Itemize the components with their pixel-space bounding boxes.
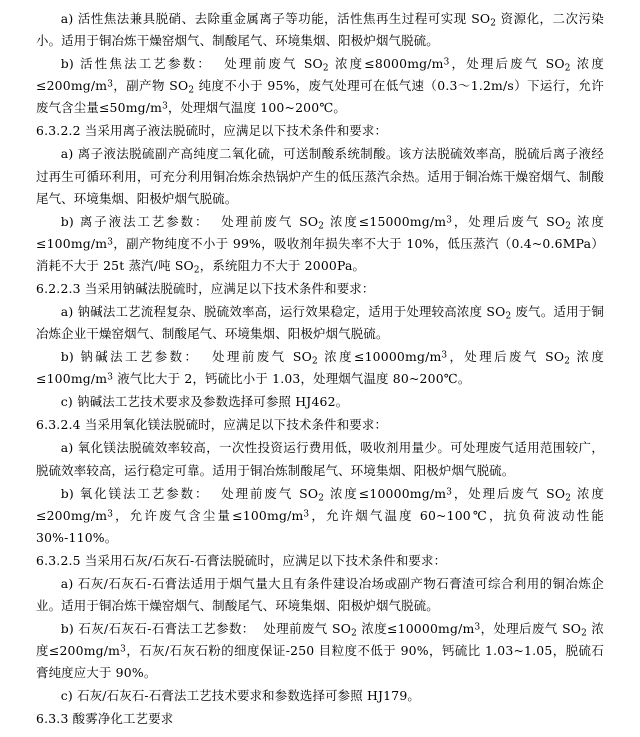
body-paragraph: a) 石灰/石灰石-石膏法适用于烟气量大且有条件建设冶场或副产物石膏渣可综合利用的铜冶炼企业。适用于铜冶炼干燥窑烟气、制酸尾气、环境集烟、阳极炉烟气脱硫。 <box>36 575 604 614</box>
body-paragraph: c) 石灰/石灰石-石膏法工艺技术要求和参数选择可参照 HJ179。 <box>60 688 421 704</box>
section-heading: 6.2.2.3 当采用钠碱法脱硫时，应满足以下技术条件和要求： <box>36 280 375 296</box>
section-heading: 6.3.2.5 当采用石灰/石灰石-石膏法脱硫时，应满足以下技术条件和要求： <box>36 552 447 568</box>
body-paragraph: a) 钠碱法工艺流程复杂、脱硫效率高，运行效果稳定，适用于处理较高浓度 $SO_2$ 废气。适用于铜冶炼企业干燥窑烟气、制酸尾气、环境集烟、阳极炉烟气脱硫。 <box>36 304 604 342</box>
document-body <box>36 8 609 731</box>
body-paragraph: a) 活性焦法兼具脱硝、去除重金属离子等功能，活性焦再生过程可实现 $SO_2$ 资源化，二次污染小。适用于铜冶炼干燥窑烟气、制酸尾气、环境集烟、阳极炉烟气脱硫。 <box>36 11 604 49</box>
body-paragraph: b) 钠碱法工艺参数： 处理前废气 $SO_2$ 浓度$\le 10000mg/m^3$，处理后废气 $SO_2$ 浓度$\le 100mg/m^3$ 液气比大于 2，钙硫比小于 1.03，处理烟气温度 80~200℃。 <box>36 349 604 387</box>
section-heading: 6.3.2.4 当采用氧化镁法脱硫时，应满足以下技术条件和要求： <box>36 417 388 433</box>
section-heading: 6.3.3 酸雾净化工艺要求 <box>36 711 174 727</box>
body-paragraph: b) 石灰/石灰石-石膏法工艺参数： 处理前废气 $SO_2$ 浓度$\le 10000mg/m^3$，处理后废气 $SO_2$ 浓度$\le 200mg/m^3$，石灰/石灰石粉的细度保证-250 目粒度不低于 90%，钙硫比 1.03~1.05，脱硫石膏纯度应大于 90%。 <box>36 621 604 681</box>
body-paragraph: c) 钠碱法工艺技术要求及参数选择可参照 HJ462。 <box>60 394 349 410</box>
body-paragraph: b) 活性焦法工艺参数： 处理前废气 $SO_2$ 浓度$\le 8000mg/m^3$，处理后废气 $SO_2$ 浓度$\le 200mg/m^3$，副产物 $SO_2$ 纯度不小于 95%，废气处理可在低气速（0.3～1.2m/s）下运行，允许废气含尘量$\le 50mg/m^3$，处理烟气温度 100~200℃。 <box>36 56 605 116</box>
body-paragraph: b) 离子液法工艺参数： 处理前废气 $SO_2$ 浓度$\le 15000mg/m^3$，处理后废气 $SO_2$ 浓度$\le 100mg/m^3$，副产物纯度不小于 99%，吸收剂年损失率不大于 10%，低压蒸汽（0.4~0.6MPa）消耗不大于 25t 蒸汽/吨 $SO_2$，系统阻力不大于 2000Pa。 <box>36 213 604 276</box>
section-heading: 6.3.2.2 当采用离子液法脱硫时，应满足以下技术条件和要求： <box>36 123 388 139</box>
body-paragraph: a) 氧化镁法脱硫效率较高，一次性投资运行费用低，吸收剂用量少。可处理废气适用范围较广，脱硫效率较高，运行稳定可靠。适用于铜冶炼制酸尾气、环境集烟、阳极炉烟气脱硫。 <box>36 440 604 478</box>
body-paragraph: b) 氧化镁法工艺参数： 处理前废气 $SO_2$ 浓度$\le 10000mg/m^3$，处理后废气 $SO_2$ 浓度$\le 200mg/m^3$，允许废气含尘量$\le 100mg/m^3$，允许烟气温度 60~100℃，抗负荷波动性能 30%-110%。 <box>36 485 609 545</box>
body-paragraph: a) 离子液法脱硫副产高纯度二氧化硫，可送制酸系统制酸。该方法脱硫效率高，脱硫后离子液经过再生可循环利用，可充分利用铜冶炼余热锅炉产生的低压蒸汽余热。适用于铜冶炼干燥窑烟气、制酸尾气、环境集烟、阳极炉烟气脱硫。 <box>36 146 604 206</box>
